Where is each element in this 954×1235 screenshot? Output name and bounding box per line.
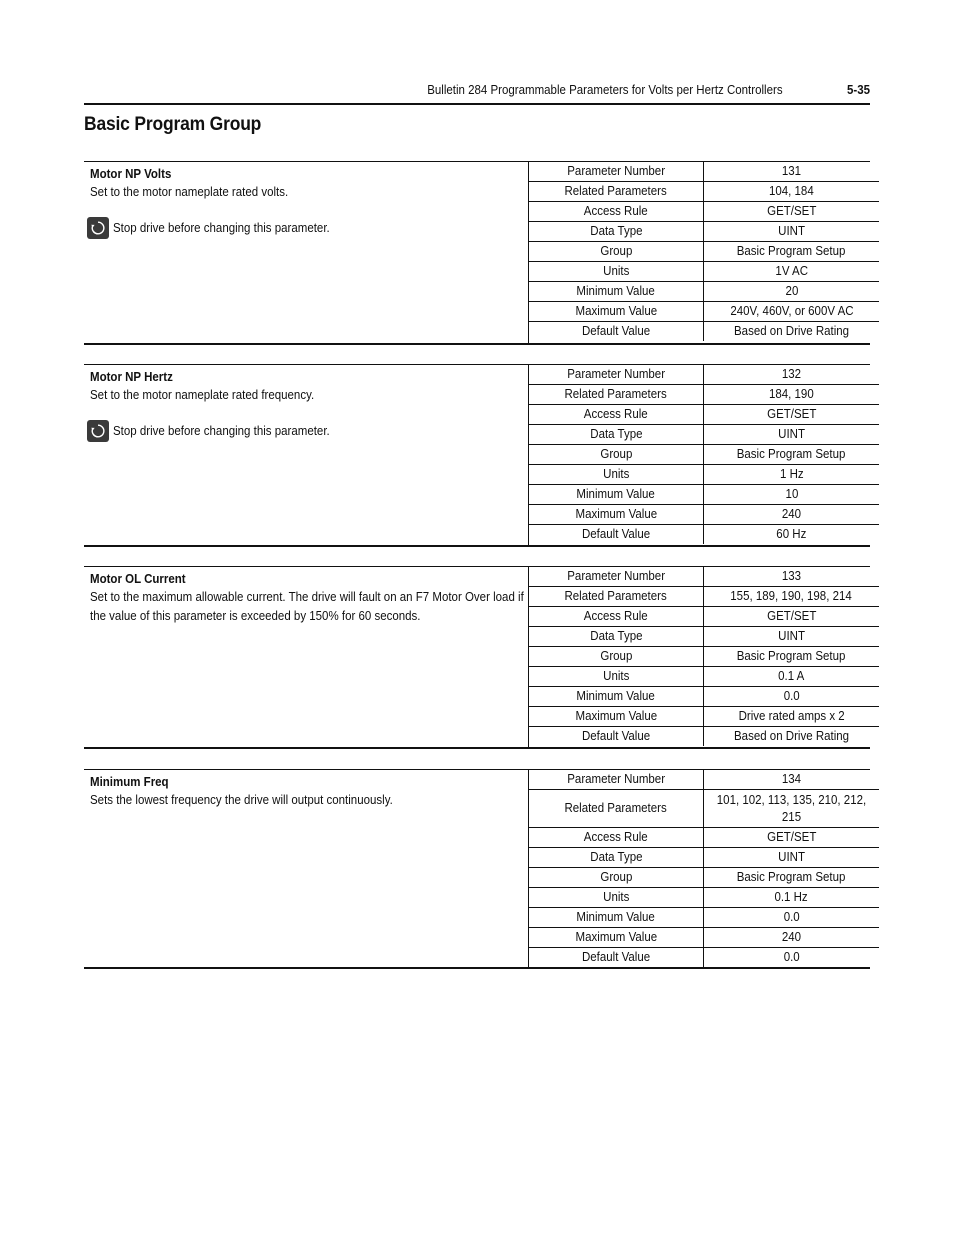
attribute-label-cell [529,868,704,888]
attribute-value: UINT [778,629,805,643]
attribute-value-cell [704,322,880,342]
attribute-label: Related Parameters [564,184,668,198]
attribute-label-cell [529,687,704,707]
attribute-label: Parameter Number [567,367,665,381]
attribute-label: Group [600,870,632,884]
attribute-value: 101, 102, 113, 135, 210, 212, 215 [716,792,867,824]
attribute-label: Related Parameters [564,387,668,401]
attribute-value: 0.0 [783,910,800,924]
attribute-label-cell [529,405,704,425]
attribute-value-cell [704,262,880,282]
attribute-label-cell [529,385,704,405]
attribute-value: GET/SET [766,204,817,218]
attribute-value-cell [704,425,880,445]
attribute-label-cell [529,302,704,322]
attribute-label: Access Rule [584,830,648,844]
attribute-label: Default Value [581,950,651,964]
attribute-value: UINT [778,224,805,238]
table-row [529,627,879,647]
attribute-value-cell [704,202,880,222]
table-row [529,567,879,587]
running-header [147,78,870,102]
parameter-attributes-table [529,365,879,544]
attribute-value-cell [704,222,880,242]
attribute-value-cell [704,505,880,525]
attribute-label: Maximum Value [575,304,657,318]
table-row [529,365,879,385]
parameter-block [84,161,870,345]
table-row [529,587,879,607]
attribute-label: Minimum Value [576,284,656,298]
attribute-value: 1 Hz [779,467,804,481]
attribute-value-cell [704,485,880,505]
attribute-label-cell [529,445,704,465]
attribute-value: 20 [785,284,798,298]
attribute-label: Default Value [581,729,651,743]
table-row [529,525,879,545]
attribute-label-cell [529,790,704,828]
stop-drive-note [87,420,522,442]
attribute-value-cell [704,888,880,908]
attribute-label-cell [529,948,704,968]
parameter-attributes-table [529,770,879,967]
attribute-value-cell [704,525,880,545]
table-row [529,727,879,747]
parameter-description-cell [84,162,529,343]
table-row [529,647,879,667]
table-row [529,282,879,302]
attribute-value-cell [704,162,880,182]
attribute-value-cell [704,567,880,587]
attribute-value: 0.1 Hz [774,890,809,904]
attribute-value: UINT [778,850,805,864]
table-row [529,302,879,322]
attribute-label-cell [529,242,704,262]
attribute-value-cell [704,282,880,302]
attribute-value-cell [704,727,880,747]
attribute-value-cell [704,790,880,828]
attribute-label-cell [529,828,704,848]
attribute-value-cell [704,627,880,647]
attribute-label-cell [529,282,704,302]
attribute-value: 240 [781,507,802,521]
attribute-label: Group [600,649,632,663]
page-number: 5-35 [846,83,870,97]
attribute-value: 132 [781,367,802,381]
parameter-description-cell [84,365,529,545]
attribute-label: Group [600,244,632,258]
parameter-description: Sets the lowest frequency the drive will output continuously. [90,793,393,807]
attribute-label: Units [602,890,630,904]
attribute-label: Parameter Number [567,164,665,178]
attribute-label-cell [529,322,704,342]
table-row [529,162,879,182]
attribute-label: Data Type [589,850,643,864]
attribute-label-cell [529,182,704,202]
attribute-label: Default Value [581,527,651,541]
stop-drive-note [87,217,522,239]
attribute-value: GET/SET [766,407,817,421]
attribute-value: 0.0 [783,689,800,703]
parameter-description-cell [84,567,529,747]
table-row [529,848,879,868]
attribute-value-cell [704,465,880,485]
attribute-label-cell [529,202,704,222]
table-row [529,242,879,262]
attribute-label-cell [529,928,704,948]
attribute-value: Basic Program Setup [737,870,846,884]
attribute-value-cell [704,948,880,968]
table-row [529,385,879,405]
attribute-label: Data Type [589,629,643,643]
attribute-label-cell [529,465,704,485]
table-row [529,828,879,848]
attribute-value: 60 Hz [776,527,807,541]
attribute-value-cell [704,587,880,607]
attribute-value: 10 [785,487,798,501]
table-row [529,222,879,242]
attribute-label-cell [529,888,704,908]
attribute-value: 133 [781,569,802,583]
attribute-value: 240 [781,930,802,944]
attribute-value-cell [704,928,880,948]
attribute-label: Maximum Value [575,709,657,723]
attribute-value-cell [704,385,880,405]
attribute-value-cell [704,667,880,687]
attribute-value-cell [704,687,880,707]
attribute-label-cell [529,647,704,667]
attribute-value-cell [704,607,880,627]
attribute-label-cell [529,505,704,525]
running-title: Bulletin 284 Programmable Parameters for Volts per Hertz Controllers [427,83,783,97]
table-row [529,770,879,790]
attribute-label-cell [529,567,704,587]
attribute-value: Based on Drive Rating [733,729,850,743]
table-row [529,262,879,282]
attribute-label: Access Rule [584,204,648,218]
attribute-label-cell [529,908,704,928]
parameter-name: Minimum Freq [90,775,169,789]
attribute-label-cell [529,727,704,747]
table-row [529,948,879,968]
attribute-label: Maximum Value [575,930,657,944]
attribute-label-cell [529,425,704,445]
attribute-label-cell [529,587,704,607]
attribute-value-cell [704,365,880,385]
attribute-label: Parameter Number [567,569,665,583]
stop-drive-icon [87,217,109,239]
parameter-description: Set to the motor nameplate rated frequency. [90,388,315,402]
parameter-block [84,364,870,547]
attribute-label-cell [529,525,704,545]
attribute-label-cell [529,667,704,687]
attribute-label-cell [529,848,704,868]
attribute-label: Default Value [581,324,651,338]
table-row [529,465,879,485]
attribute-label: Related Parameters [564,801,668,815]
attribute-value-cell [704,707,880,727]
table-row [529,868,879,888]
attribute-label: Minimum Value [576,689,656,703]
parameter-block [84,566,870,749]
attribute-value-cell [704,908,880,928]
attribute-value-cell [704,242,880,262]
attribute-label: Units [602,467,630,481]
attribute-label: Group [600,447,632,461]
stop-drive-text: Stop drive before changing this parameter. [113,221,330,235]
attribute-label: Parameter Number [567,772,665,786]
attribute-label: Access Rule [584,609,648,623]
attribute-value: UINT [778,427,805,441]
attribute-value-cell [704,302,880,322]
table-row [529,790,879,828]
parameter-description: Set to the maximum allowable current. The drive will fault on an F7 Motor Over load if the value of this parameter is exceeded by 150% for 60 seconds. [90,590,524,623]
attribute-value: 131 [781,164,802,178]
attribute-value-cell [704,647,880,667]
attribute-value: 240V, 460V, or 600V AC [729,304,854,318]
attribute-value-cell [704,868,880,888]
attribute-value: Based on Drive Rating [733,324,850,338]
attribute-label-cell [529,485,704,505]
table-row [529,425,879,445]
attribute-label: Minimum Value [576,910,656,924]
parameter-name: Motor NP Volts [90,167,172,181]
attribute-value: 1V AC [775,264,808,278]
attribute-label-cell [529,627,704,647]
table-row [529,202,879,222]
attribute-label: Data Type [589,427,643,441]
stop-drive-text: Stop drive before changing this parameter. [113,424,330,438]
table-row [529,445,879,465]
attribute-value-cell [704,445,880,465]
attribute-label: Units [602,669,630,683]
header-rule [84,103,870,105]
parameter-block [84,769,870,969]
attribute-label: Maximum Value [575,507,657,521]
attribute-value: 0.1 A [778,669,805,683]
attribute-value-cell [704,828,880,848]
table-row [529,667,879,687]
parameter-description: Set to the motor nameplate rated volts. [90,185,289,199]
table-row [529,908,879,928]
attribute-label: Related Parameters [564,589,668,603]
attribute-label: Access Rule [584,407,648,421]
attribute-label-cell [529,162,704,182]
section-title: Basic Program Group [84,114,262,135]
attribute-label: Minimum Value [576,487,656,501]
table-row [529,322,879,342]
attribute-value-cell [704,405,880,425]
attribute-label-cell [529,262,704,282]
attribute-value: 155, 189, 190, 198, 214 [730,589,853,603]
attribute-value: 134 [781,772,802,786]
attribute-value: GET/SET [766,830,817,844]
table-row [529,888,879,908]
attribute-value: Basic Program Setup [737,447,846,461]
attribute-label-cell [529,365,704,385]
parameter-name: Motor NP Hertz [90,370,173,384]
table-row [529,607,879,627]
attribute-value: 184, 190 [769,387,814,401]
table-row [529,707,879,727]
attribute-value: Basic Program Setup [737,244,846,258]
attribute-label: Data Type [589,224,643,238]
attribute-value: GET/SET [766,609,817,623]
attribute-value: Drive rated amps x 2 [738,709,845,723]
table-row [529,928,879,948]
parameter-attributes-table [529,162,879,341]
attribute-value: 0.0 [783,950,800,964]
attribute-label-cell [529,770,704,790]
attribute-value: Basic Program Setup [737,649,846,663]
attribute-label-cell [529,707,704,727]
table-row [529,405,879,425]
table-row [529,505,879,525]
stop-drive-icon [87,420,109,442]
attribute-value-cell [704,848,880,868]
attribute-value: 104, 184 [769,184,814,198]
parameter-name: Motor OL Current [90,572,186,586]
parameter-description-cell [84,770,529,967]
parameter-attributes-table [529,567,879,746]
table-row [529,182,879,202]
attribute-label: Units [602,264,630,278]
attribute-value-cell [704,770,880,790]
table-row [529,485,879,505]
attribute-label-cell [529,607,704,627]
attribute-label-cell [529,222,704,242]
attribute-value-cell [704,182,880,202]
table-row [529,687,879,707]
